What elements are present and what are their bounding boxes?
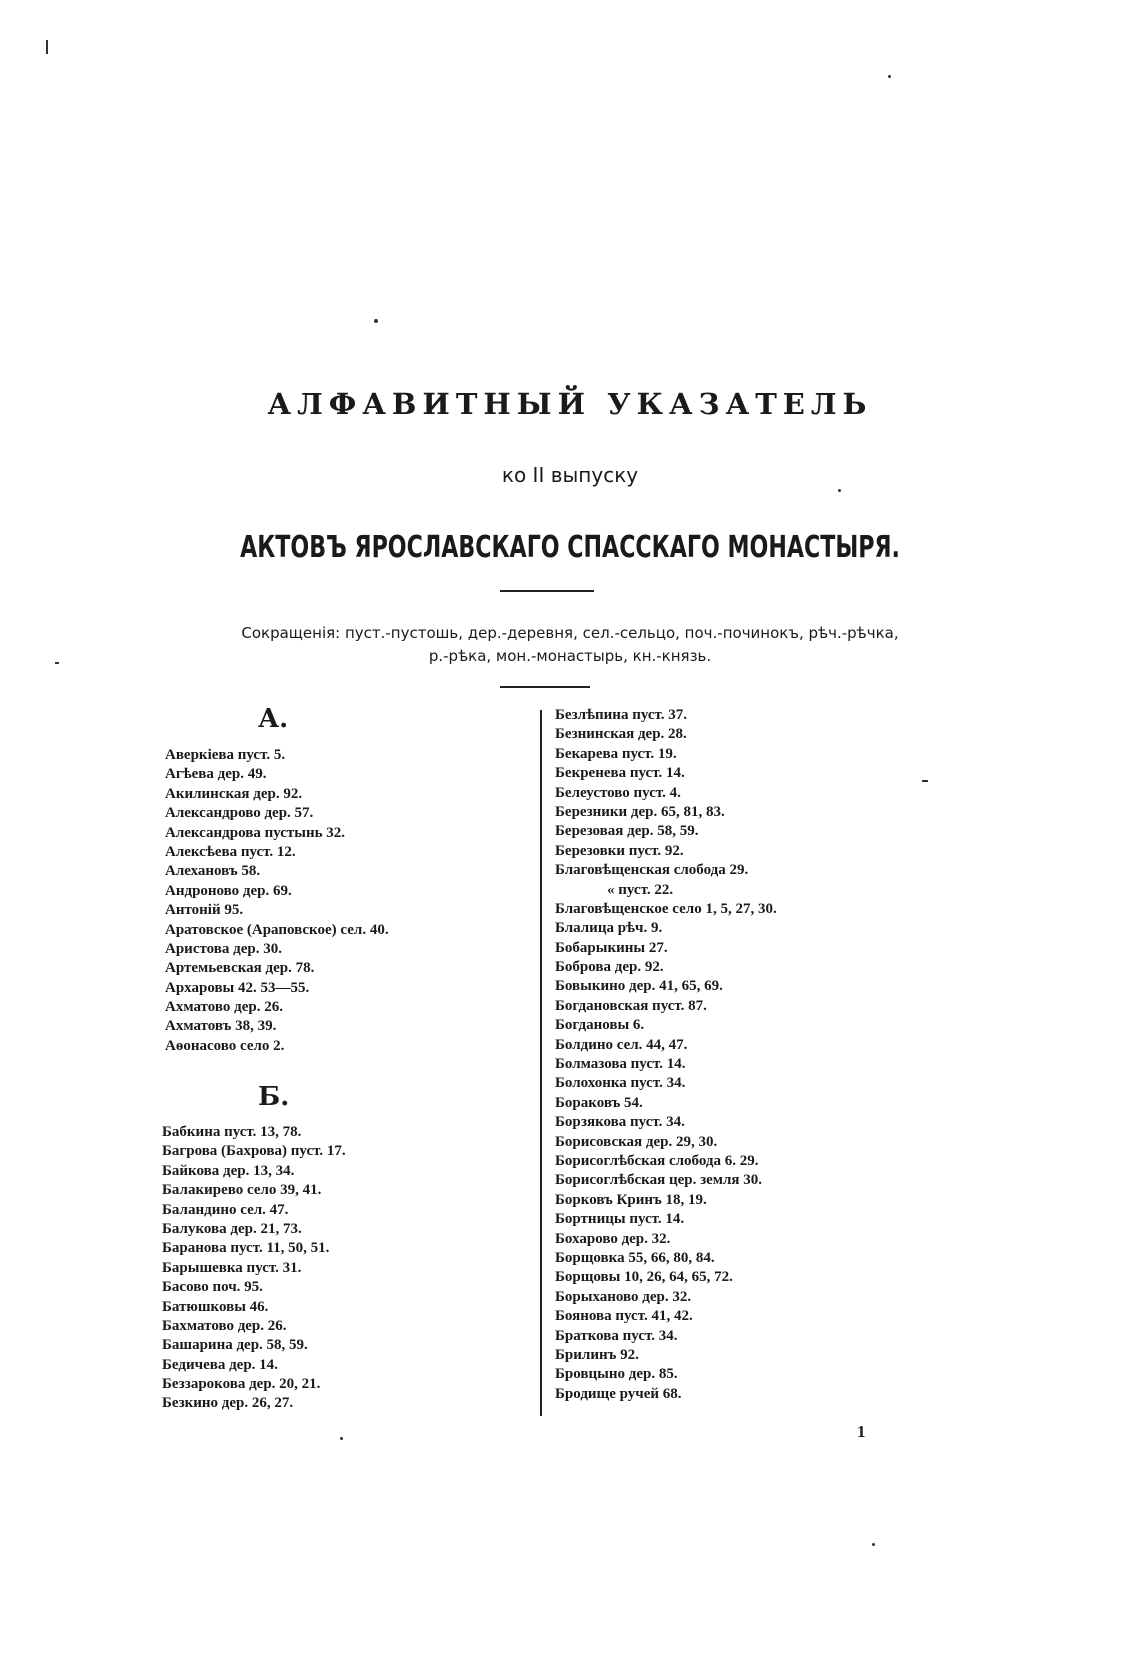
index-entry: Болохонка пуст. 34. xyxy=(555,1075,686,1092)
index-entry: Белеустово пуст. 4. xyxy=(555,784,681,801)
index-entry: Безлѣпина пуст. 37. xyxy=(555,707,688,723)
index-title: АЛФАВИТНЫЙ УКАЗАТЕЛЬ xyxy=(267,387,873,421)
index-entry: Боброва дер. 92. xyxy=(555,959,664,976)
index-entry: Бораковъ 54. xyxy=(555,1094,643,1111)
scan-speck xyxy=(340,1437,343,1440)
index-entry: Боянова пуст. 41, 42. xyxy=(555,1308,693,1325)
index-entry: Благовѣщенское село 1, 5, 27, 30. xyxy=(555,900,777,917)
index-entry: « пуст. 22. xyxy=(607,881,674,898)
index-subtitle: ко II выпуску xyxy=(501,463,639,487)
index-entry: Ахматовъ 38, 39. xyxy=(165,1018,277,1035)
index-entry: Агѣева дер. 49. xyxy=(165,766,267,783)
index-entry: Березники дер. 65, 81, 83. xyxy=(555,803,725,820)
index-entry: Аратовское (Араповское) сел. 40. xyxy=(165,921,389,938)
scan-speck xyxy=(888,75,891,78)
index-entry: Баранова пуст. 11, 50, 51. xyxy=(162,1240,330,1257)
index-entry: Бовыкино дер. 41, 65, 69. xyxy=(555,978,723,995)
index-entry: Борщовы 10, 26, 64, 65, 72. xyxy=(555,1269,733,1286)
index-entry: Баландино сел. 47. xyxy=(162,1201,289,1218)
scan-speck xyxy=(55,662,59,664)
index-entry: Бабкина пуст. 13, 78. xyxy=(162,1124,302,1140)
index-entry: Андроново дер. 69. xyxy=(165,882,292,899)
scan-speck xyxy=(374,319,378,323)
index-column-b xyxy=(162,1123,346,1414)
index-entry: Александрово дер. 57. xyxy=(165,805,314,822)
scan-speck xyxy=(838,489,841,492)
page-number: 1 xyxy=(857,1422,866,1441)
index-column-right xyxy=(555,706,777,1404)
index-entry: Балукова дер. 21, 73. xyxy=(162,1220,302,1237)
column-divider xyxy=(540,710,542,1416)
index-entry: Антоній 95. xyxy=(165,902,244,919)
index-column-a xyxy=(165,746,389,1056)
abbreviations-note xyxy=(150,622,990,668)
index-entry: Байкова дер. 13, 34. xyxy=(162,1162,295,1179)
scan-speck xyxy=(46,40,48,54)
abbreviations-line-2: р.-рѣка, мон.-монастырь, кн.-князь. xyxy=(428,647,712,665)
index-entry: Бродище ручей 68. xyxy=(555,1385,682,1402)
index-entry: Бортницы пуст. 14. xyxy=(555,1211,685,1228)
index-entry: Безкино дер. 26, 27. xyxy=(162,1395,294,1412)
index-entry: Архаровы 42. 53—55. xyxy=(165,979,310,996)
index-entry: Бровцыно дер. 85. xyxy=(555,1366,678,1383)
index-entry: Алехановъ 58. xyxy=(165,863,261,880)
index-entry: Блалица рѣч. 9. xyxy=(555,920,663,937)
index-entry: Безнинская дер. 28. xyxy=(555,726,687,743)
scan-speck xyxy=(922,780,928,782)
index-entry: Алексѣева пуст. 12. xyxy=(165,843,296,860)
index-entry: Беззарокова дер. 20, 21. xyxy=(162,1376,321,1393)
index-entry: Борковъ Кринъ 18, 19. xyxy=(555,1191,707,1208)
index-entry: Акилинская дер. 92. xyxy=(165,785,303,802)
index-entry: Березовая дер. 58, 59. xyxy=(555,823,699,840)
index-entry: Ахматово дер. 26. xyxy=(165,999,283,1016)
index-entry: Борисоглѣбская слобода 6. 29. xyxy=(555,1152,759,1169)
abbreviations-line-1: Сокращенія: пуст.-пустошь, дер.-деревня, сел.-сельцо, поч.-починокъ, рѣч.-рѣчка, xyxy=(241,624,899,642)
index-entry: Батюшковы 46. xyxy=(162,1298,269,1315)
index-entry: Благовѣщенская слобода 29. xyxy=(555,862,749,879)
index-entry: Богдановская пуст. 87. xyxy=(555,997,707,1014)
index-entry: Александрова пустынь 32. xyxy=(165,824,346,841)
title-divider xyxy=(500,590,594,592)
index-entry: Артемьевская дер. 78. xyxy=(165,960,315,977)
index-entry: Браткова пуст. 34. xyxy=(555,1327,678,1344)
index-entry: Басово поч. 95. xyxy=(162,1279,263,1296)
abbreviations-divider xyxy=(500,686,590,688)
index-entry: Бекарева пуст. 19. xyxy=(555,745,677,762)
index-entry: Бекренева пуст. 14. xyxy=(555,765,685,782)
index-entry: Бобарыкины 27. xyxy=(555,939,668,956)
index-entry: Багрова (Бахрова) пуст. 17. xyxy=(162,1143,346,1160)
scan-speck xyxy=(872,1543,875,1546)
index-entry: Бохарово дер. 32. xyxy=(555,1230,671,1247)
index-entry: Балакирево село 39, 41. xyxy=(162,1182,322,1199)
index-entry: Борисовская дер. 29, 30. xyxy=(555,1133,718,1150)
index-entry: Бедичева дер. 14. xyxy=(162,1356,278,1373)
index-entry: Аѳонасово село 2. xyxy=(165,1037,285,1054)
series-title: АКТОВЪ ЯРОСЛАВСКАГО СПАССКАГО МОНАСТЫРЯ. xyxy=(240,530,900,565)
index-entry: Башарина дер. 58, 59. xyxy=(162,1337,308,1354)
index-entry: Бахматово дер. 26. xyxy=(162,1317,287,1334)
index-entry: Болдино сел. 44, 47. xyxy=(555,1036,688,1053)
index-entry: Аверкіева пуст. 5. xyxy=(165,747,286,763)
index-entry: Борщовка 55, 66, 80, 84. xyxy=(555,1249,715,1266)
index-entry: Аристова дер. 30. xyxy=(165,940,282,957)
index-entry: Болмазова пуст. 14. xyxy=(555,1056,686,1073)
index-entry: Богдановы 6. xyxy=(555,1017,645,1034)
index-entry: Березовки пуст. 92. xyxy=(555,842,684,859)
index-entry: Борисоглѣбская цер. земля 30. xyxy=(555,1172,763,1189)
index-entry: Барышевка пуст. 31. xyxy=(162,1259,302,1276)
index-entry: Брилинъ 92. xyxy=(555,1346,639,1363)
index-entry: Борыханово дер. 32. xyxy=(555,1288,692,1305)
index-entry: Борзякова пуст. 34. xyxy=(555,1114,685,1131)
section-letter-a: А. xyxy=(258,704,289,734)
section-letter-b: Б. xyxy=(258,1082,290,1112)
